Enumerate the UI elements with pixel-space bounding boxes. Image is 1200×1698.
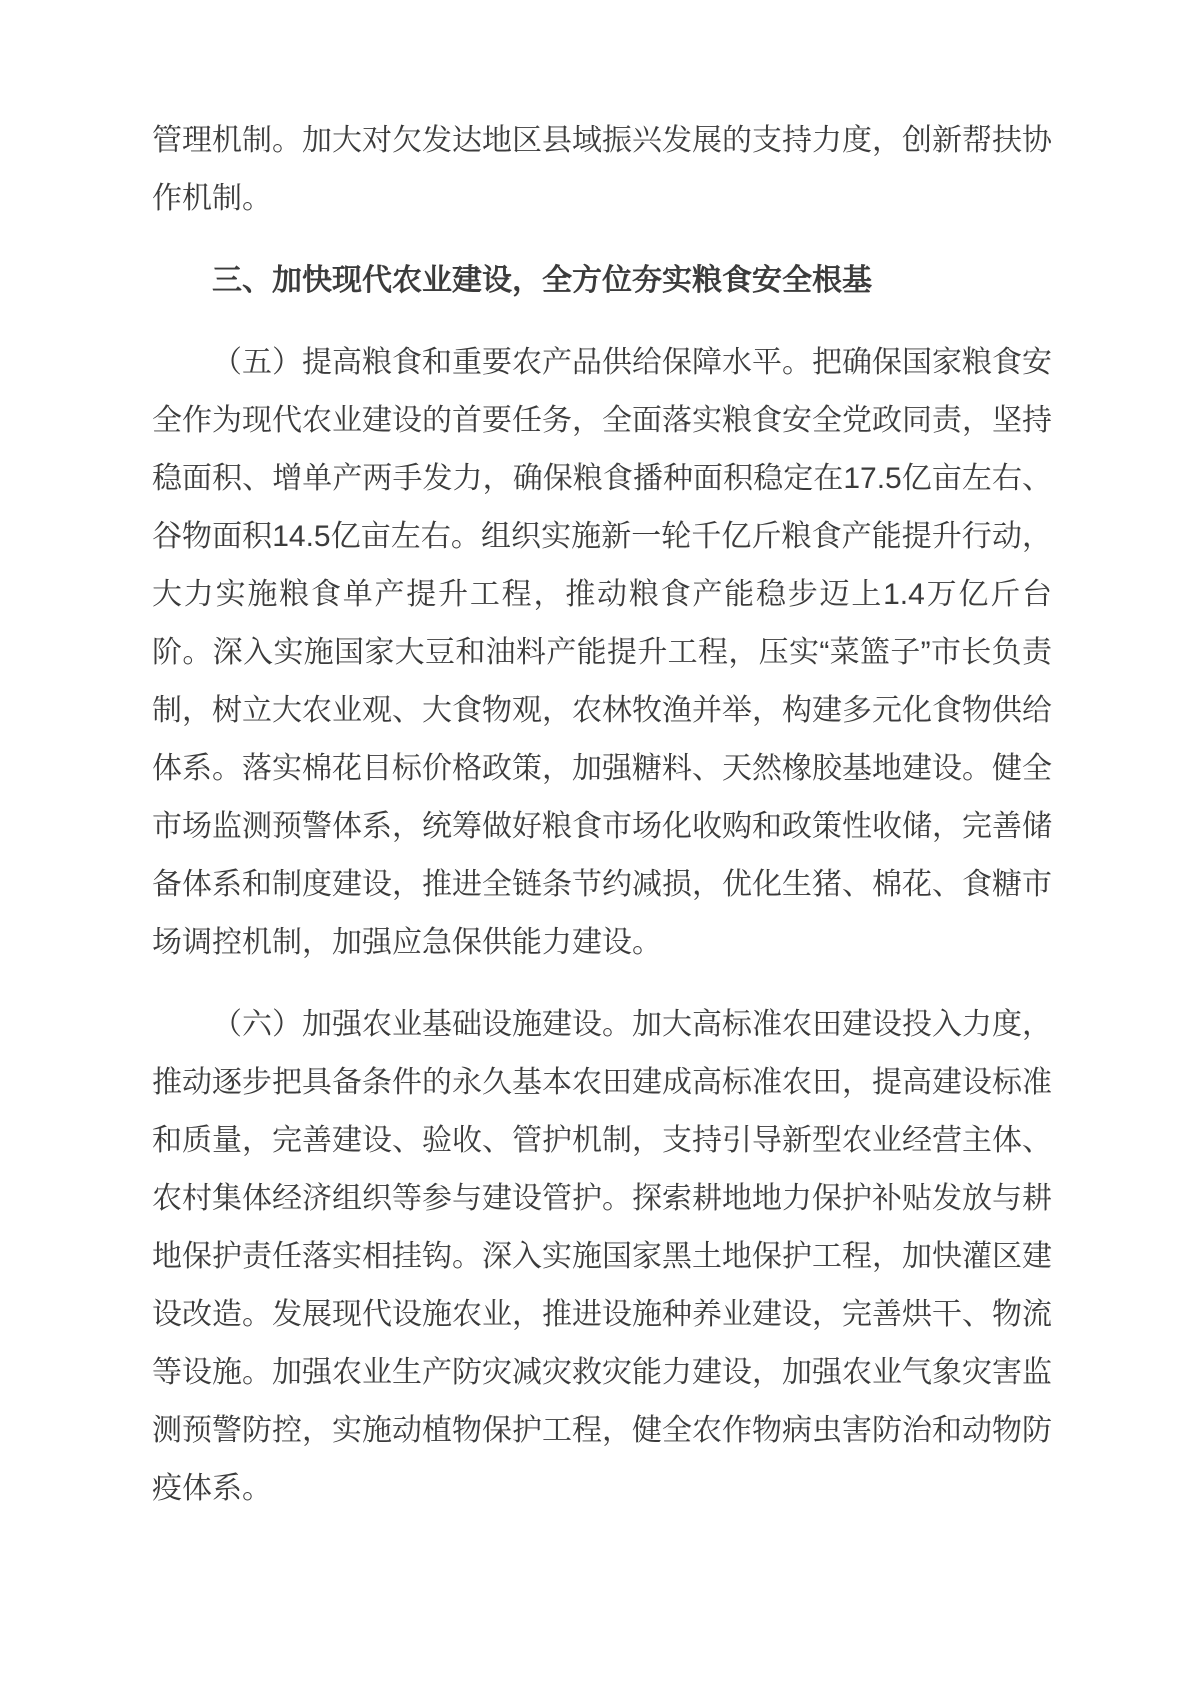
section-heading: 三、加快现代农业建设，全方位夯实粮食安全根基 [212, 264, 872, 297]
paragraph-item-6: （六）加强农业基础设施建设。加大高标准农田建设投入力度，推动逐步把具备条件的永久基本农田建成高标准农田，提高建设标准和质量，完善建设、验收、管护机制，支持引导新型农业经营主体、农村集体经济组织等参与建设管护。探索耕地地力保护补贴发放与耕地保护责任落实相挂钩。深入实施国家黑土地保护工程，加快灌区建设改造。发展现代设施农业，推进设施种养业建设，完善烘干、物流等设施。加强农业生产防灾减灾救灾能力建设，加强农业气象灾害监测预警防控，实施动植物保护工程，健全农作物病虫害防治和动物防疫体系。 [152, 1008, 1052, 1505]
paragraph-continuation: 管理机制。加大对欠发达地区县域振兴发展的支持力度，创新帮扶协作机制。 [152, 124, 1052, 215]
paragraph-item-5: （五）提高粮食和重要农产品供给保障水平。把确保国家粮食安全作为现代农业建设的首要任务，全面落实粮食安全党政同责，坚持稳面积、增单产两手发力，确保粮食播种面积稳定在17.5亿亩左右、谷物面积14.5亿亩左右。组织实施新一轮千亿斤粮食产能提升行动，大力实施粮食单产提升工程，推动粮食产能稳步迈上1.4万亿斤台阶。深入实施国家大豆和油料产能提升工程，压实“菜篮子”市长负责制，树立大农业观、大食物观，农林牧渔并举，构建多元化食物供给体系。落实棉花目标价格政策，加强糖料、天然橡胶基地建设。健全市场监测预警体系，统筹做好粮食市场化收购和政策性收储，完善储备体系和制度建设，推进全链条节约减损，优化生猪、棉花、食糖市场调控机制，加强应急保供能力建设。 [152, 346, 1052, 959]
